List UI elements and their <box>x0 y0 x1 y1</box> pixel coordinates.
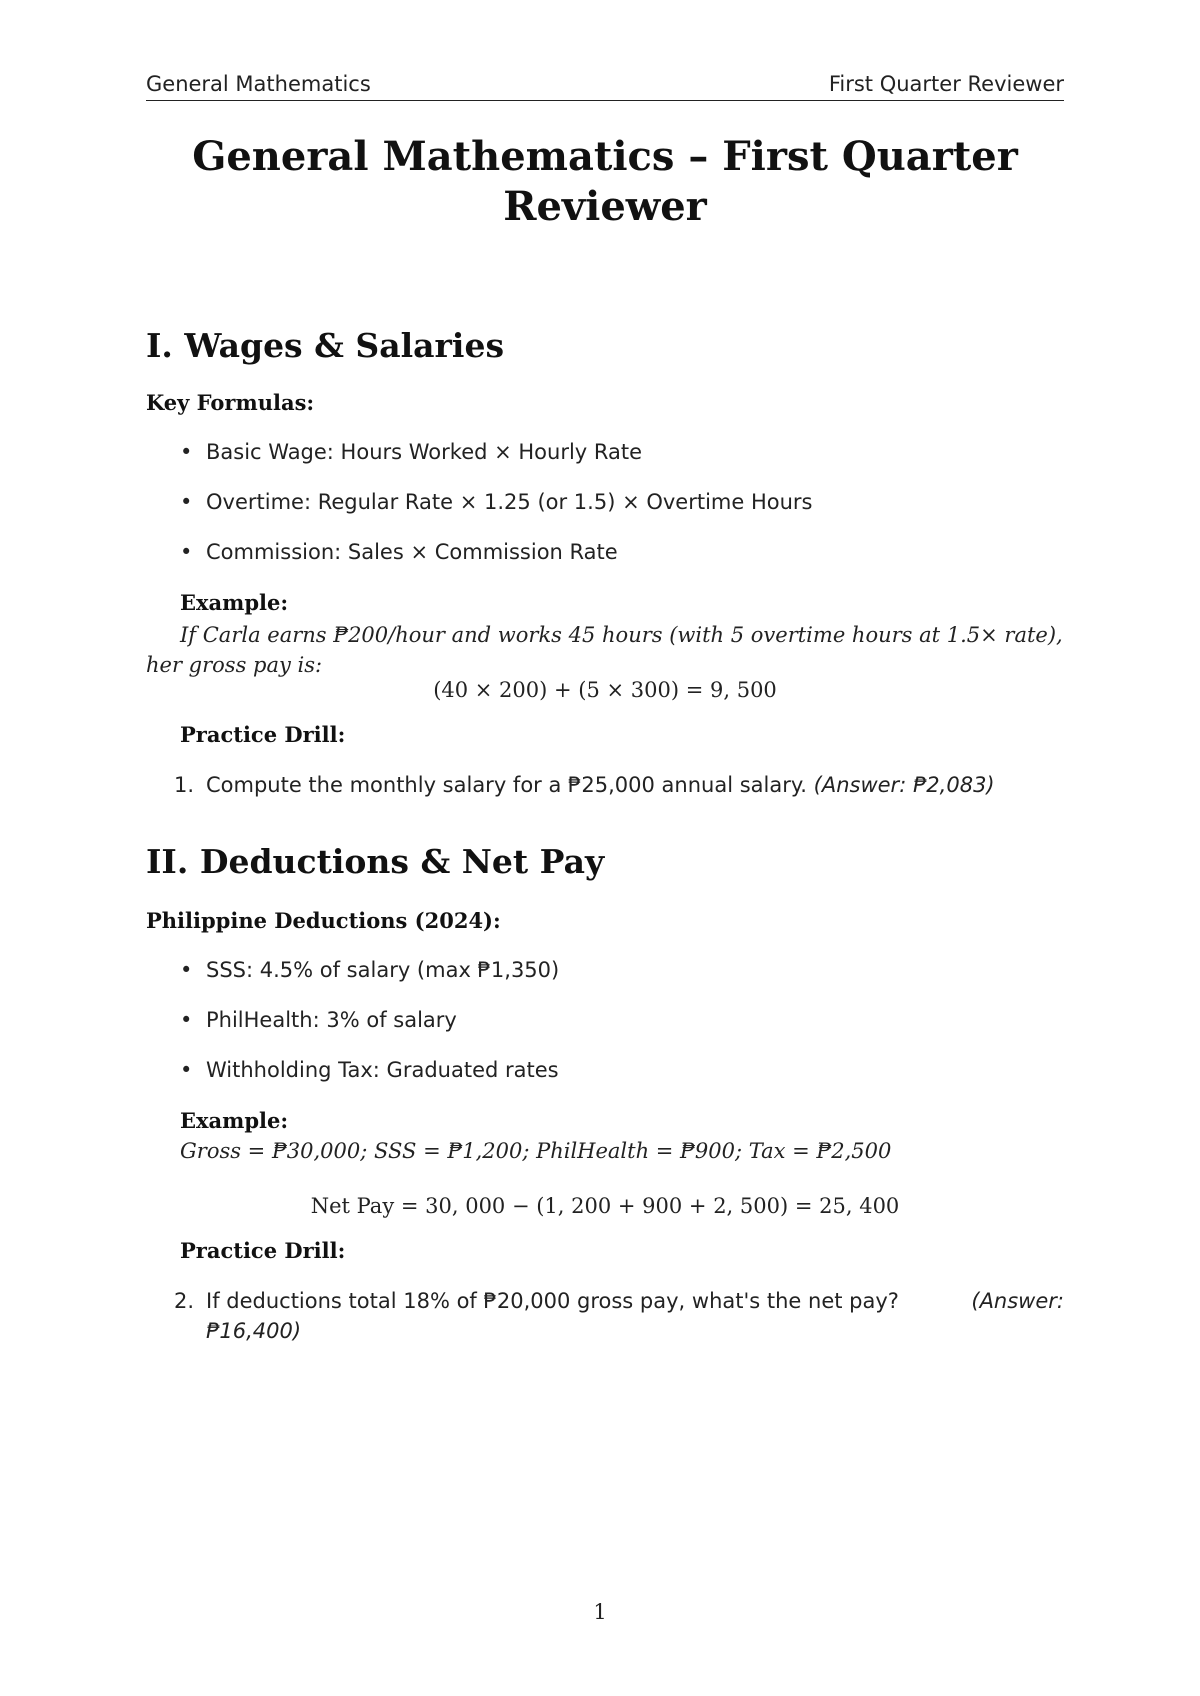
title-line-2: Reviewer <box>503 183 707 230</box>
drill-answer: (Answer: ₱2,083) <box>813 773 995 797</box>
running-header <box>146 68 1064 101</box>
bullet-icon: • <box>180 1008 193 1032</box>
formula-item: • Basic Wage: Hours Worked × Hourly Rate <box>180 440 643 464</box>
example-label: Example: <box>180 1108 289 1133</box>
header-left: General Mathematics <box>146 72 371 96</box>
page-number: 1 <box>593 1600 607 1624</box>
example-label: Example: <box>180 590 289 615</box>
header-right: First Quarter Reviewer <box>828 72 1064 96</box>
example-equation: (40 × 200) + (5 × 300) = 9, 500 <box>433 678 777 702</box>
deductions-label: Philippine Deductions (2024): <box>146 908 501 933</box>
practice-drill-label: Practice Drill: <box>180 722 346 747</box>
example-text-cont: her gross pay is: <box>146 653 323 677</box>
formula-item: • Overtime: Regular Rate × 1.25 (or 1.5) × Overtime Hours <box>180 490 813 514</box>
bullet-icon: • <box>180 490 193 514</box>
bullet-icon: • <box>180 1058 193 1082</box>
deduction-item: • Withholding Tax: Graduated rates <box>180 1058 559 1082</box>
bullet-icon: • <box>180 540 193 564</box>
deduction-item: • SSS: 4.5% of salary (max ₱1,350) <box>180 958 560 982</box>
practice-drill-item: 1. Compute the monthly salary for a ₱25,000 annual salary. (Answer: ₱2,083) <box>174 773 995 797</box>
deduction-item: • PhilHealth: 3% of salary <box>180 1008 457 1032</box>
example-equation: Net Pay = 30, 000 − (1, 200 + 900 + 2, 500) = 25, 400 <box>310 1194 900 1218</box>
document-title <box>146 132 1064 232</box>
title-line-1: General Mathematics – First Quarter <box>192 133 1018 180</box>
bullet-icon: • <box>180 958 193 982</box>
practice-drill-label: Practice Drill: <box>180 1238 346 1263</box>
example-text: Gross = ₱30,000; SSS = ₱1,200; PhilHealth = ₱900; Tax = ₱2,500 <box>180 1139 892 1163</box>
bullet-icon: • <box>180 440 193 464</box>
key-formulas-label: Key Formulas: <box>146 390 315 415</box>
formula-item: • Commission: Sales × Commission Rate <box>180 540 618 564</box>
drill-answer: (Answer: <box>971 1289 1064 1313</box>
example-text: If Carla earns ₱200/hour and works 45 hours (with 5 overtime hours at 1.5× rate), <box>180 623 1063 647</box>
section-1-heading: I. Wages & Salaries <box>146 326 505 365</box>
section-2-heading: II. Deductions & Net Pay <box>146 842 605 881</box>
drill-answer-cont: ₱16,400) <box>206 1319 302 1343</box>
practice-drill-item: 2. If deductions total 18% of ₱20,000 gross pay, what's the net pay? (Answer: ₱16,400) <box>174 1286 1064 1346</box>
